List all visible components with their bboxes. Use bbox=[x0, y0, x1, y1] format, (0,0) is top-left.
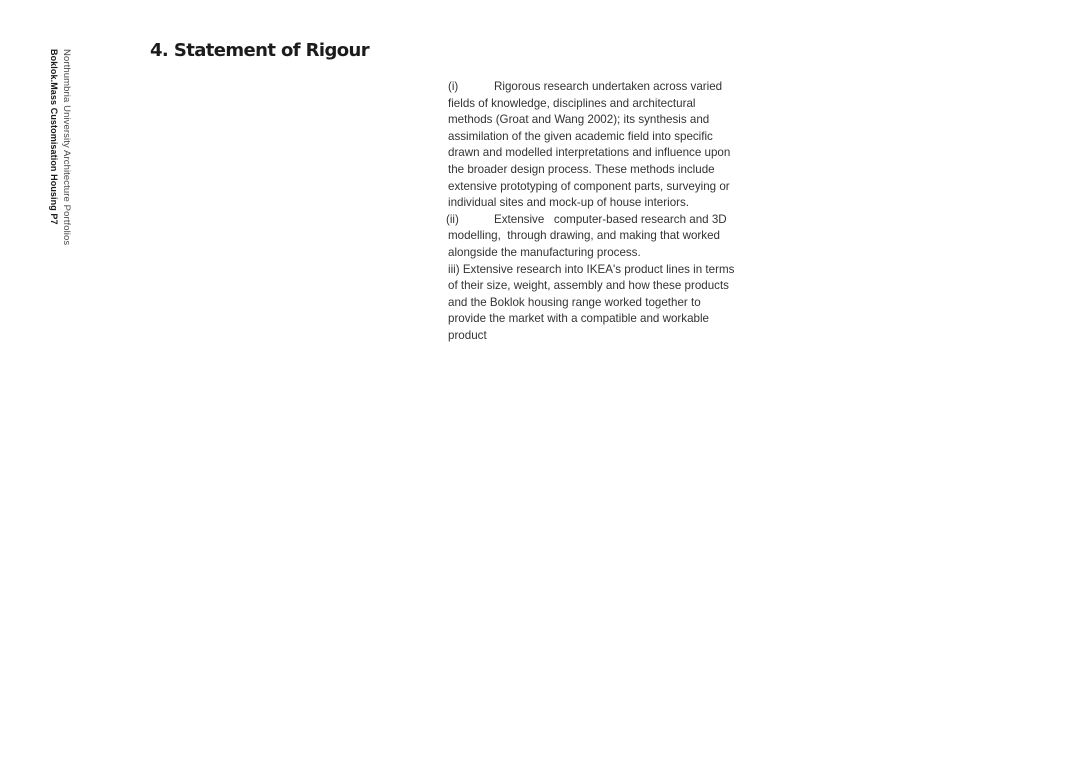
portfolio-series-title: Northumbria University Architecture Portfolios bbox=[61, 49, 72, 246]
item-number: (ii) bbox=[446, 212, 459, 226]
item-text: Extensive computer-based research and 3D modelling, through drawing, and making that worked alongside the manufacturing process. bbox=[448, 212, 730, 259]
sidebar-label bbox=[48, 49, 72, 249]
statement-body bbox=[448, 79, 738, 345]
page-title: 4. Statement of Rigour bbox=[150, 40, 370, 61]
item-number: iii) bbox=[448, 262, 460, 276]
item-text: Extensive research into IKEA's product lines in terms of their size, weight, assembly and how these products and the Boklok housing range worked together to provide the market with a compatible and workable product bbox=[448, 262, 735, 342]
statement-item-1 bbox=[448, 79, 738, 212]
statement-item-2 bbox=[448, 212, 738, 262]
item-number: (i) bbox=[448, 80, 459, 93]
project-title: Boklok.Mass Customisation Housing P7 bbox=[49, 49, 59, 225]
statement-item-3 bbox=[448, 262, 738, 345]
item-text: Rigorous research undertaken across varied fields of knowledge, disciplines and architectural methods (Groat and Wang 2002); its synthesis and assimilation of the given academic field into specific drawn and modelled interpretations and influence upon the broader design process. These methods include extensive prototyping of component parts, surveying or individual sites and mock-up of house interiors. bbox=[448, 80, 731, 210]
